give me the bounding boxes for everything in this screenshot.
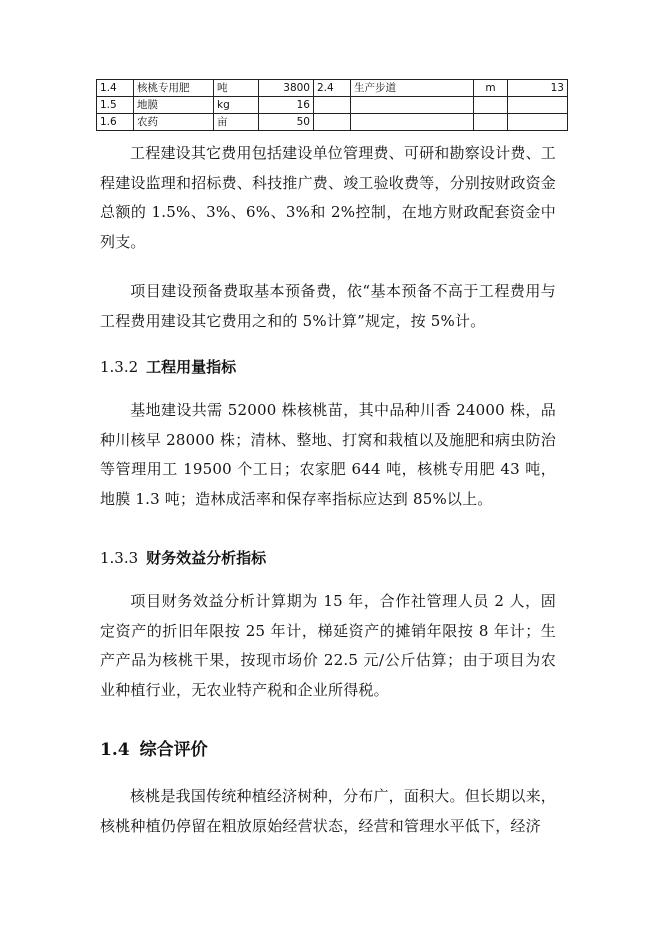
- table-cell-quantity: 50: [259, 114, 314, 131]
- paragraph-text: 工程建设其它费用包括建设单位管理费、可研和勘察设计费、工程建设监理和招标费、科技推广费、竣工验收费等，分别按财政资金总额的 1.5%、3%、6%、3%和 2%控制，在地方财政配套资金中列支。: [100, 144, 557, 251]
- paragraph-text: 核桃是我国传统种植经济树种，分布广，面积大。但长期以来，核桃种植仍停留在粗放原始经营状态，经营和管理水平低下，经济: [100, 787, 556, 835]
- heading-1-3-3: [100, 548, 266, 568]
- table-cell-item-name: 地膜: [134, 97, 214, 114]
- table-cell-item-name-2: [351, 114, 474, 131]
- heading-number: 1.3.2: [100, 358, 139, 376]
- table-cell-quantity: 16: [259, 97, 314, 114]
- paragraph-text: 基地建设共需 52000 株核桃苗，其中品种川香 24000 株，品种川核早 28000 株；清林、整地、打窝和栽植以及施肥和病虫防治等管理用工 19500 个工日；农家肥 644 吨，核桃专用肥 43 吨，地膜 1.3 吨；造林成活率和保存率指标应达到 85%以上。: [100, 401, 556, 508]
- table-row: [97, 97, 568, 114]
- heading-title: 工程用量指标: [146, 358, 237, 376]
- table-cell-item-number-2: [314, 114, 351, 131]
- table-cell-item-name-2: 生产步道: [351, 80, 474, 97]
- heading-number: 1.3.3: [100, 549, 139, 567]
- heading-1-4: [100, 739, 208, 761]
- paragraph-contingency: [100, 277, 556, 336]
- table-cell-quantity-2: [508, 114, 568, 131]
- paragraph-engineering-quantity: [100, 396, 556, 514]
- paragraph-overall-evaluation: [100, 782, 556, 841]
- table-cell-item-number: 1.6: [97, 114, 134, 131]
- paragraph-other-costs: [100, 139, 556, 257]
- table-cell-item-name-2: [351, 97, 474, 114]
- table-cell-item-name: 核桃专用肥: [134, 80, 214, 97]
- heading-1-3-2: [100, 357, 236, 377]
- table-cell-unit: 吨: [214, 80, 259, 97]
- table-cell-quantity-2: [508, 97, 568, 114]
- table-cell-item-name: 农药: [134, 114, 214, 131]
- table-cell-item-number: 1.4: [97, 80, 134, 97]
- table-row: [97, 114, 568, 131]
- table-cell-quantity: 3800: [259, 80, 314, 97]
- budget-table-body: [97, 80, 568, 131]
- table-cell-unit: 亩: [214, 114, 259, 131]
- budget-table: [96, 79, 568, 131]
- table-cell-unit: kg: [214, 97, 259, 114]
- paragraph-text: 项目财务效益分析计算期为 15 年，合作社管理人员 2 人，固定资产的折旧年限按 25 年计，梯延资产的摊销年限按 8 年计；生产产品为核桃干果，按现市场价 22.5 元/公斤估算；由于项目为农业种植行业，无农业特产税和企业所得税。: [100, 592, 556, 699]
- paragraph-text: 项目建设预备费取基本预备费，依“基本预备不高于工程费用与工程费用建设其它费用之和的 5%计算”规定，按 5%计。: [100, 282, 556, 330]
- table-row: [97, 80, 568, 97]
- table-cell-item-number-2: 2.4: [314, 80, 351, 97]
- table-cell-item-number: 1.5: [97, 97, 134, 114]
- table-cell-item-number-2: [314, 97, 351, 114]
- table-cell-unit-2: m: [474, 80, 508, 97]
- table-cell-quantity-2: 13: [508, 80, 568, 97]
- table-cell-unit-2: [474, 114, 508, 131]
- heading-title: 财务效益分析指标: [146, 549, 267, 567]
- paragraph-financial-analysis: [100, 587, 556, 705]
- heading-number: 1.4: [100, 740, 130, 760]
- heading-title: 综合评价: [139, 740, 208, 760]
- table-cell-unit-2: [474, 97, 508, 114]
